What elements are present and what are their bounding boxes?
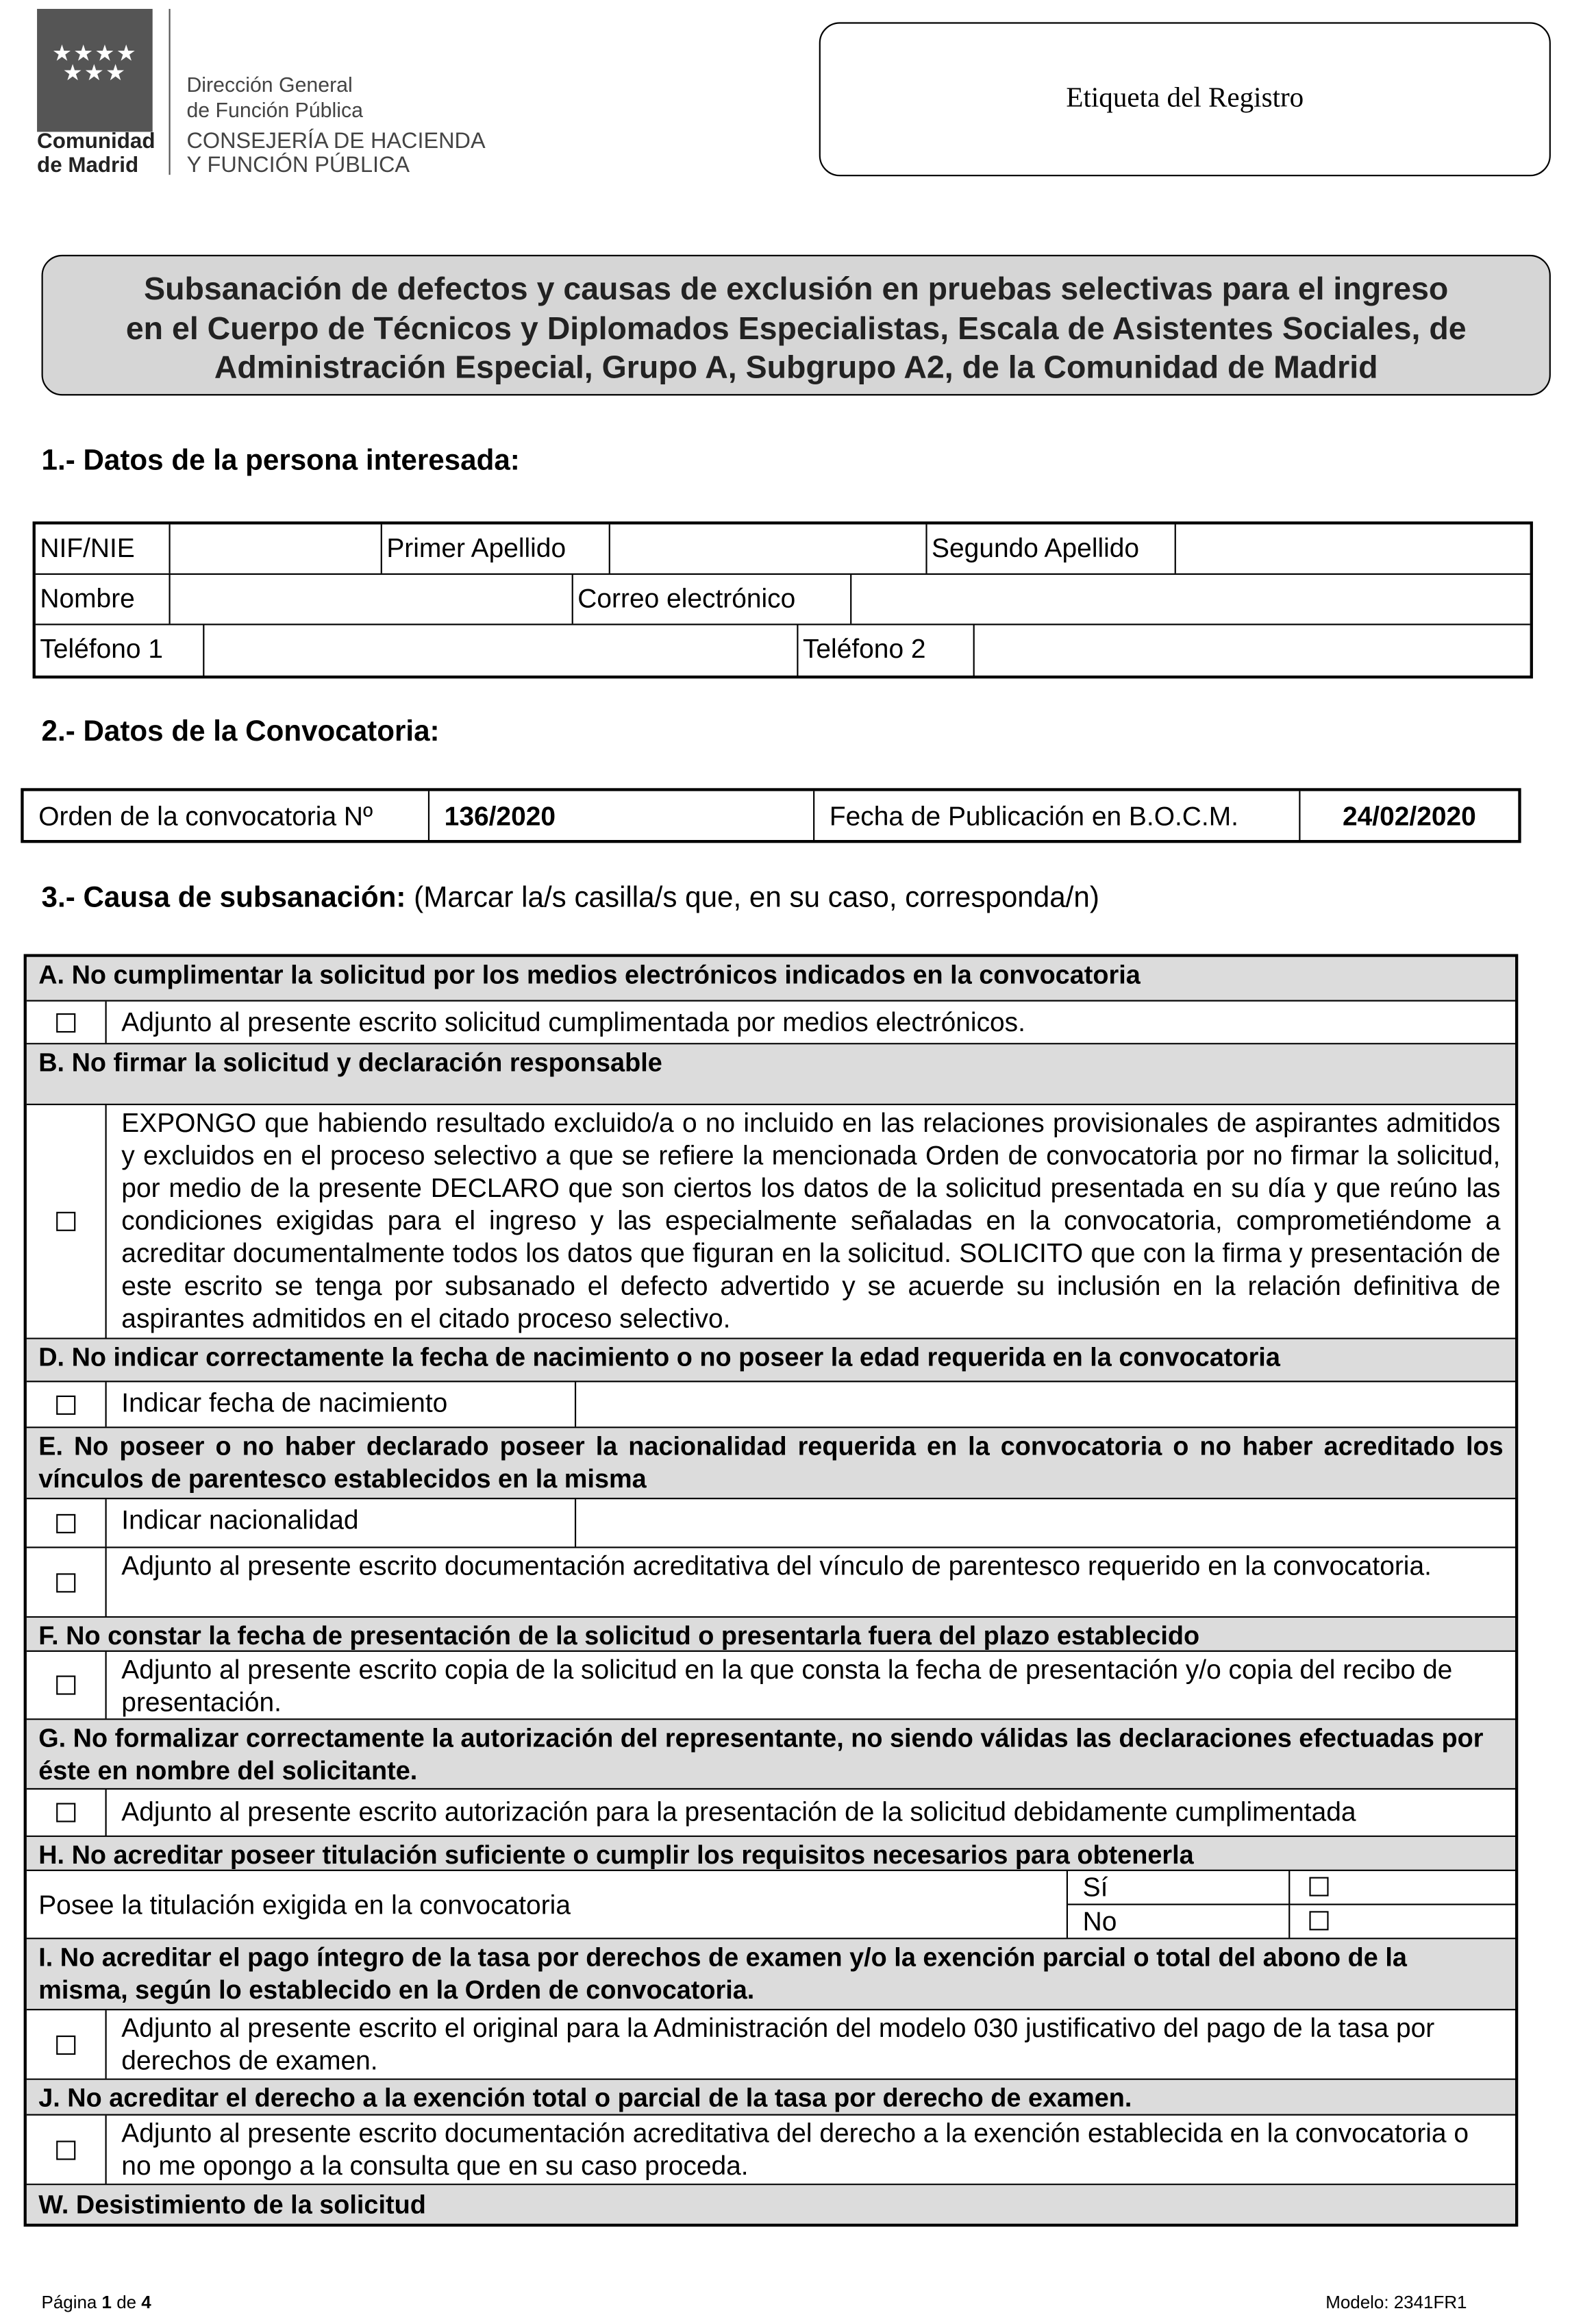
cause-h-header: H. No acreditar poseer titulación suficiente o cumplir los requisitos necesarios para obtenerla xyxy=(27,1837,1515,1871)
logo-divider xyxy=(169,9,170,175)
section2-heading: 2.- Datos de la Convocatoria: xyxy=(41,715,440,748)
nif-label: NIF/NIE xyxy=(36,524,171,573)
cause-i-header: I. No acreditar el pago íntegro de la tasa por derechos de examen y/o la exención parcial o total del abono de la misma, según lo establecido en la Orden de convocatoria. xyxy=(27,1939,1515,2010)
cause-b-option xyxy=(27,1105,1515,1339)
current-page: 1 xyxy=(101,2292,112,2313)
convocatoria-table xyxy=(21,788,1521,843)
checkbox[interactable] xyxy=(27,1382,107,1426)
option-text: Adjunto al presente escrito solicitud cumplimentada por medios electrónicos. xyxy=(121,1007,1025,1037)
checkbox-icon xyxy=(56,2035,75,2054)
section3-title: 3.- Causa de subsanación: xyxy=(41,881,406,915)
cause-e-header: E. No poseer o no haber declarado poseer la nacionalidad requerida en la convocatoria o no haber acreditado los vínculos de parentesco establecidos en la misma xyxy=(27,1428,1515,1499)
titulacion-question: Posee la titulación exigida en la convocatoria xyxy=(27,1871,1068,1938)
cause-a-option xyxy=(27,1002,1515,1045)
checkbox-icon xyxy=(56,1395,75,1414)
convocatoria-row xyxy=(24,791,1519,840)
nationality-input[interactable] xyxy=(576,1499,1515,1546)
logo-org-line: de Madrid xyxy=(37,153,139,178)
cause-b-header: B. No firmar la solicitud y declaración responsable xyxy=(27,1044,1515,1105)
section3-heading xyxy=(42,882,1099,916)
checkbox-icon xyxy=(56,1676,75,1695)
ministry-line: CONSEJERÍA DE HACIENDA xyxy=(186,129,486,154)
stars-row-1: ★★★★ xyxy=(51,41,138,67)
title-line: Subsanación de defectos y causas de exclusión en pruebas selectivas para el ingreso xyxy=(144,271,1449,307)
option-text: Adjunto al presente escrito documentación acreditativa del derecho a la exención establecida en la convocatoria o no me opongo a la consulta que en su caso proceda. xyxy=(121,2118,1469,2181)
checkbox-icon xyxy=(1309,1911,1328,1930)
cause-d-header: D. No indicar correctamente la fecha de nacimiento o no poseer la edad requerida en la convocatoria xyxy=(27,1339,1515,1383)
section1-heading: 1.- Datos de la persona interesada: xyxy=(41,444,520,478)
birthdate-input[interactable] xyxy=(576,1382,1515,1426)
cause-w-header: W. Desistimiento de la solicitud xyxy=(27,2185,1515,2223)
cause-h-option xyxy=(27,1871,1515,1939)
checkbox[interactable] xyxy=(27,1652,107,1718)
checkbox-icon xyxy=(56,2140,75,2159)
personal-row xyxy=(36,524,1530,575)
checkbox[interactable] xyxy=(27,1002,107,1043)
checkbox[interactable] xyxy=(27,1105,107,1337)
option-label: Indicar fecha de nacimiento xyxy=(107,1382,576,1426)
cause-f-option xyxy=(27,1652,1515,1720)
option-text: Adjunto al presente escrito autorización para la presentación de la solicitud debidamente cumplimentada xyxy=(121,1796,1356,1827)
cause-f-header: F. No constar la fecha de presentación de la solicitud o presentarla fuera del plazo establecido xyxy=(27,1618,1515,1652)
logo-stars xyxy=(37,41,153,86)
option-label: Indicar nacionalidad xyxy=(107,1499,576,1546)
personal-row xyxy=(36,625,1530,676)
checkbox[interactable] xyxy=(27,2010,107,2078)
no-label: No xyxy=(1068,1905,1290,1938)
logo-org-line: Comunidad xyxy=(37,130,155,154)
telefono1-label: Teléfono 1 xyxy=(36,625,204,676)
fecha-label: Fecha de Publicación en B.O.C.M. xyxy=(814,791,1300,840)
cause-j-option xyxy=(27,2116,1515,2186)
primer-apellido-input[interactable] xyxy=(610,524,927,573)
option-text: Adjunto al presente escrito documentación acreditativa del vínculo de parentesco requerido en la convocatoria. xyxy=(121,1550,1432,1581)
logo-department xyxy=(186,73,362,123)
fecha-value: 24/02/2020 xyxy=(1342,801,1476,832)
logo-ministry xyxy=(186,130,485,177)
yes-option xyxy=(1068,1871,1515,1905)
checkbox-icon xyxy=(56,1013,75,1032)
nif-input[interactable] xyxy=(171,524,382,573)
checkbox-icon xyxy=(56,1513,75,1533)
checkbox-icon xyxy=(56,1572,75,1592)
causes-table xyxy=(24,954,1519,2226)
registry-label-box xyxy=(819,22,1551,176)
nombre-label: Nombre xyxy=(36,575,171,623)
telefono1-input[interactable] xyxy=(204,625,798,676)
cause-j-header: J. No acreditar el derecho a la exención total o parcial de la tasa por derecho de examen. xyxy=(27,2080,1515,2116)
no-option xyxy=(1068,1905,1515,1938)
checkbox[interactable] xyxy=(27,1790,107,1835)
cause-e-option xyxy=(27,1548,1515,1618)
checkbox[interactable] xyxy=(27,1499,107,1546)
title-line: Administración Especial, Grupo A, Subgrupo A2, de la Comunidad de Madrid xyxy=(214,349,1378,386)
total-pages: 4 xyxy=(141,2292,151,2313)
personal-data-table xyxy=(33,521,1533,678)
page-number xyxy=(42,2292,151,2312)
orden-value: 136/2020 xyxy=(429,791,814,840)
telefono2-input[interactable] xyxy=(975,625,1530,676)
title-line: en el Cuerpo de Técnicos y Diplomados Especialistas, Escala de Asistentes Sociales, de xyxy=(125,310,1467,346)
telefono2-label: Teléfono 2 xyxy=(798,625,974,676)
personal-row xyxy=(36,575,1530,626)
stars-row-2: ★★★ xyxy=(62,60,127,86)
correo-input[interactable] xyxy=(851,575,1530,623)
cause-g-option xyxy=(27,1790,1515,1837)
checkbox-icon xyxy=(1309,1877,1328,1896)
logo-org-name xyxy=(37,130,155,177)
section3-instructions: (Marcar la/s casilla/s que, en su caso, corresponda/n) xyxy=(414,881,1099,915)
dept-line: de Función Pública xyxy=(186,97,363,122)
model-code: Modelo: 2341FR1 xyxy=(1325,2292,1467,2313)
segundo-apellido-label: Segundo Apellido xyxy=(927,524,1176,573)
nombre-input[interactable] xyxy=(171,575,573,623)
yes-label: Sí xyxy=(1068,1871,1290,1904)
checkbox-icon xyxy=(56,1212,75,1231)
page-of: de xyxy=(112,2292,142,2313)
cause-a-header: A. No cumplimentar la solicitud por los medios electrónicos indicados en la convocatoria xyxy=(27,957,1515,1002)
cause-d-option xyxy=(27,1382,1515,1428)
yes-no-options xyxy=(1068,1871,1515,1938)
yes-checkbox[interactable] xyxy=(1290,1871,1515,1904)
option-text: Adjunto al presente escrito el original para la Administración del modelo 030 justificativo del pago de la tasa por derechos de examen. xyxy=(121,2013,1435,2076)
registry-label: Etiqueta del Registro xyxy=(1066,83,1304,114)
segundo-apellido-input[interactable] xyxy=(1176,524,1530,573)
primer-apellido-label: Primer Apellido xyxy=(382,524,610,573)
option-text: Adjunto al presente escrito copia de la solicitud en la que consta la fecha de presentación y/o copia del recibo de presentación. xyxy=(121,1655,1453,1718)
form-title xyxy=(42,255,1551,395)
checkbox-icon xyxy=(56,1803,75,1822)
cause-i-option xyxy=(27,2010,1515,2080)
no-checkbox[interactable] xyxy=(1290,1905,1515,1938)
dept-line: Dirección General xyxy=(186,72,353,97)
cause-g-header: G. No formalizar correctamente la autorización del representante, no siendo válidas las declaraciones efectuadas por éste en nombre del solicitante. xyxy=(27,1720,1515,1790)
orden-label: Orden de la convocatoria Nº xyxy=(24,791,429,840)
option-text: EXPONGO que habiendo resultado excluido/a o no incluido en las relaciones provisionales de aspirantes admitidos y excluidos en el proceso selectivo a que se refiere la mencionada Orden de convocatoria por no firmar la solicitud, por medio de la presente DECLARO que son ciertos los datos de la solicitud presentada en su día y que reúno las condiciones exigidas para el ingreso y las especialmente señaladas en la convocatoria, comprometiéndome a acreditar documentalmente todos los datos que figuran en la solicitud. SOLICITO que con la firma y presentación de este escrito se tenga por subsanado el defecto advertido y se acuerde su inclusión en la relación definitiva de aspirantes admitidos en el citado proceso selectivo. xyxy=(121,1108,1501,1334)
ministry-line: Y FUNCIÓN PÚBLICA xyxy=(186,152,410,178)
checkbox[interactable] xyxy=(27,1548,107,1616)
page-prefix: Página xyxy=(41,2292,102,2313)
cause-e-option xyxy=(27,1499,1515,1548)
checkbox[interactable] xyxy=(27,2116,107,2184)
correo-label: Correo electrónico xyxy=(573,575,852,623)
